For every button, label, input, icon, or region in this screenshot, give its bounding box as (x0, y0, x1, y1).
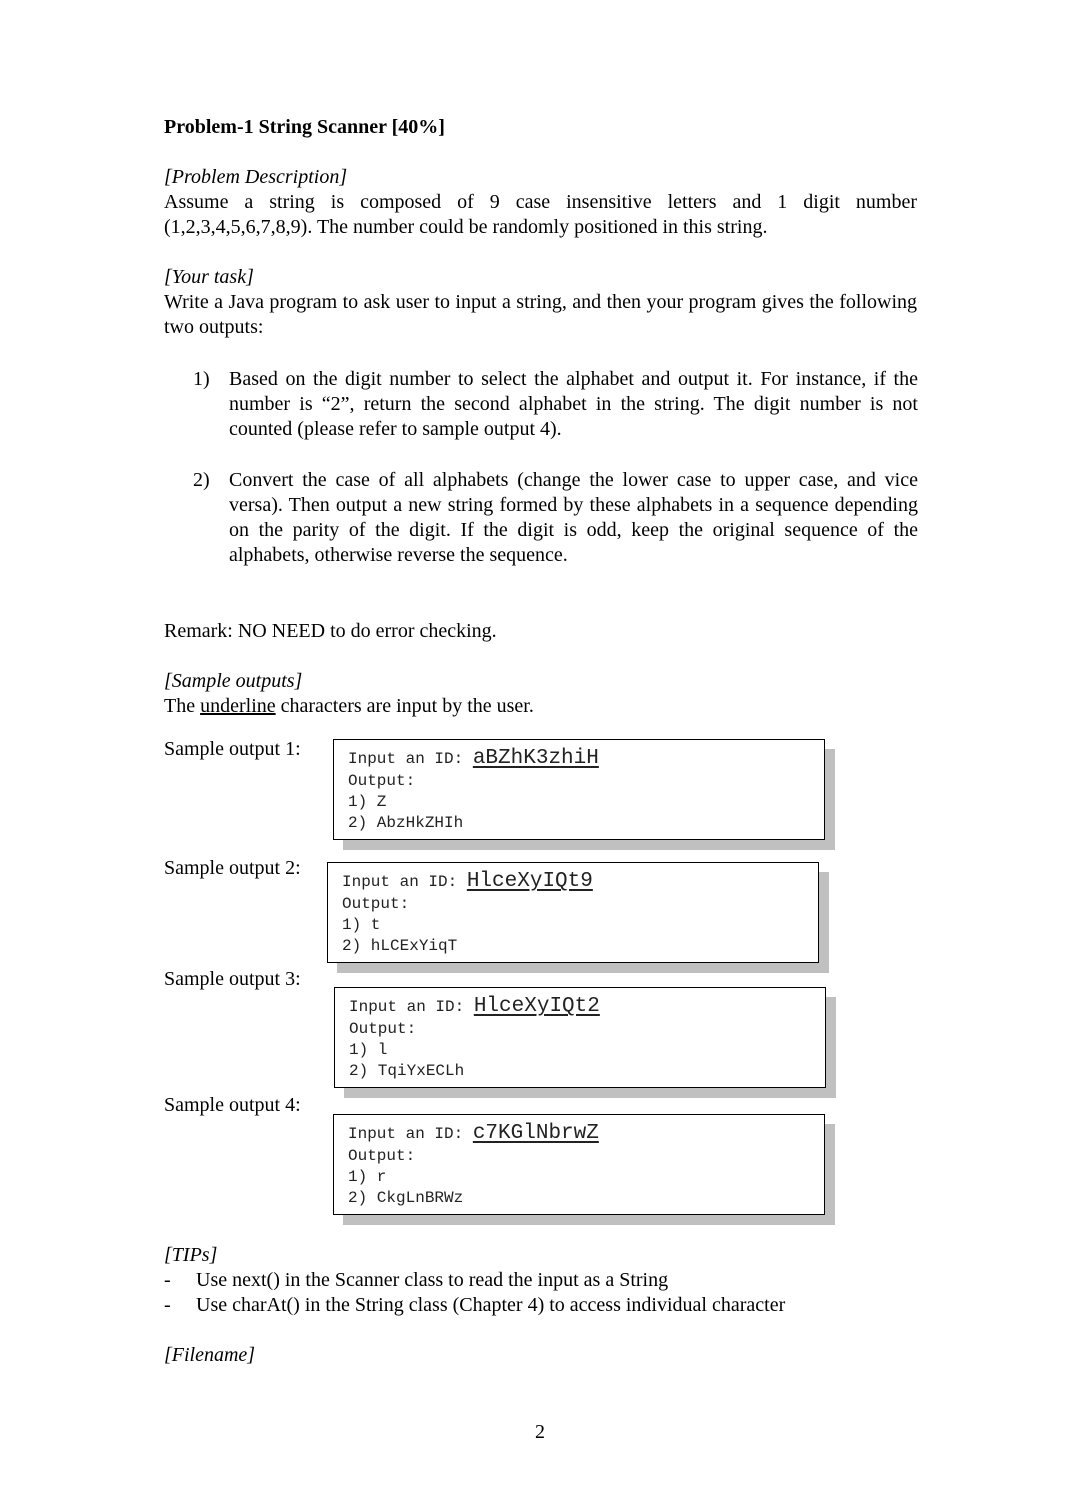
task-text: Write a Java program to ask user to input a string, and then your program gives the following two outputs: (164, 291, 917, 338)
sample-label-4: Sample output 4: (164, 1094, 301, 1116)
tip-dash: - (164, 1294, 171, 1316)
sample-result-2: 2) TqiYxECLh (349, 1062, 465, 1080)
task-item-number: 2) (193, 469, 210, 491)
sample-result-2: 2) hLCExYiqT (342, 937, 458, 955)
task-item-text: Convert the case of all alphabets (change the lower case to upper case, and vice versa). Then output a new string formed by these alphabets in a sequence depending on the parity of the digit. If the digit is odd, keep the original sequence of the alphabets, otherwise reverse the sequence. (229, 469, 918, 566)
tip-text: Use next() in the Scanner class to read the input as a String (196, 1269, 669, 1291)
samples-intro-post: characters are input by the user. (275, 695, 534, 717)
sample-input-line (348, 1122, 812, 1146)
sample-label-2: Sample output 2: (164, 857, 301, 879)
task-item-number: 1) (193, 368, 210, 390)
filename-heading: [Filename] (164, 1344, 256, 1366)
tip-text: Use charAt() in the String class (Chapter 4) to access individual character (196, 1294, 786, 1316)
samples-intro-pre: The (164, 695, 201, 717)
sample-prompt: Input an ID: (348, 1125, 473, 1143)
task-heading: [Your task] (164, 266, 254, 288)
sample-output-box-1 (333, 739, 825, 840)
sample-output-box-4 (333, 1114, 825, 1215)
problem-title: Problem-1 String Scanner [40%] (164, 116, 445, 138)
sample-result-1: 1) t (342, 916, 381, 934)
sample-result-1: 1) l (349, 1041, 388, 1059)
sample-input-line (349, 995, 813, 1019)
sample-result-2: 2) CkgLnBRWz (348, 1189, 464, 1207)
task-item-2 (193, 468, 918, 573)
remark: Remark: NO NEED to do error checking. (164, 620, 497, 642)
sample-input-value: aBZhK3zhiH (472, 747, 599, 770)
sample-input-value: HlceXyIQt2 (473, 995, 600, 1018)
sample-output-box-2 (327, 862, 819, 963)
description-heading: [Problem Description] (164, 166, 348, 188)
tip-item-2 (164, 1293, 924, 1318)
sample-label-1: Sample output 1: (164, 738, 301, 760)
samples-intro-underline: underline (200, 695, 276, 717)
sample-label-3: Sample output 3: (164, 968, 301, 990)
sample-input-value: c7KGlNbrwZ (472, 1122, 599, 1145)
samples-heading: [Sample outputs] (164, 670, 303, 692)
sample-result-1: 1) Z (348, 793, 387, 811)
task-item-1 (193, 367, 918, 447)
tip-item-1 (164, 1268, 924, 1293)
task-item-text: Based on the digit number to select the alphabet and output it. For instance, if the number is “2”, return the second alphabet in the string. The digit number is not counted (please refer to sample output 4). (229, 368, 918, 440)
sample-output-label: Output: (348, 772, 416, 790)
samples-intro (164, 694, 534, 719)
description-text: Assume a string is composed of 9 case insensitive letters and 1 digit number (1,2,3,4,5,6,7,8,9). The number could be randomly positioned in this string. (164, 191, 917, 238)
sample-prompt: Input an ID: (349, 998, 474, 1016)
sample-prompt: Input an ID: (348, 750, 473, 768)
page-number: 2 (535, 1421, 545, 1443)
tip-dash: - (164, 1269, 171, 1291)
sample-output-label: Output: (348, 1147, 416, 1165)
sample-input-value: HlceXyIQt9 (466, 870, 593, 893)
sample-output-label: Output: (349, 1020, 417, 1038)
tips-heading: [TIPs] (164, 1244, 218, 1266)
sample-prompt: Input an ID: (342, 873, 467, 891)
sample-input-line (342, 870, 806, 894)
sample-input-line (348, 747, 812, 771)
sample-output-box-3 (334, 987, 826, 1088)
sample-result-1: 1) r (348, 1168, 387, 1186)
sample-output-label: Output: (342, 895, 410, 913)
sample-result-2: 2) AbzHkZHIh (348, 814, 464, 832)
